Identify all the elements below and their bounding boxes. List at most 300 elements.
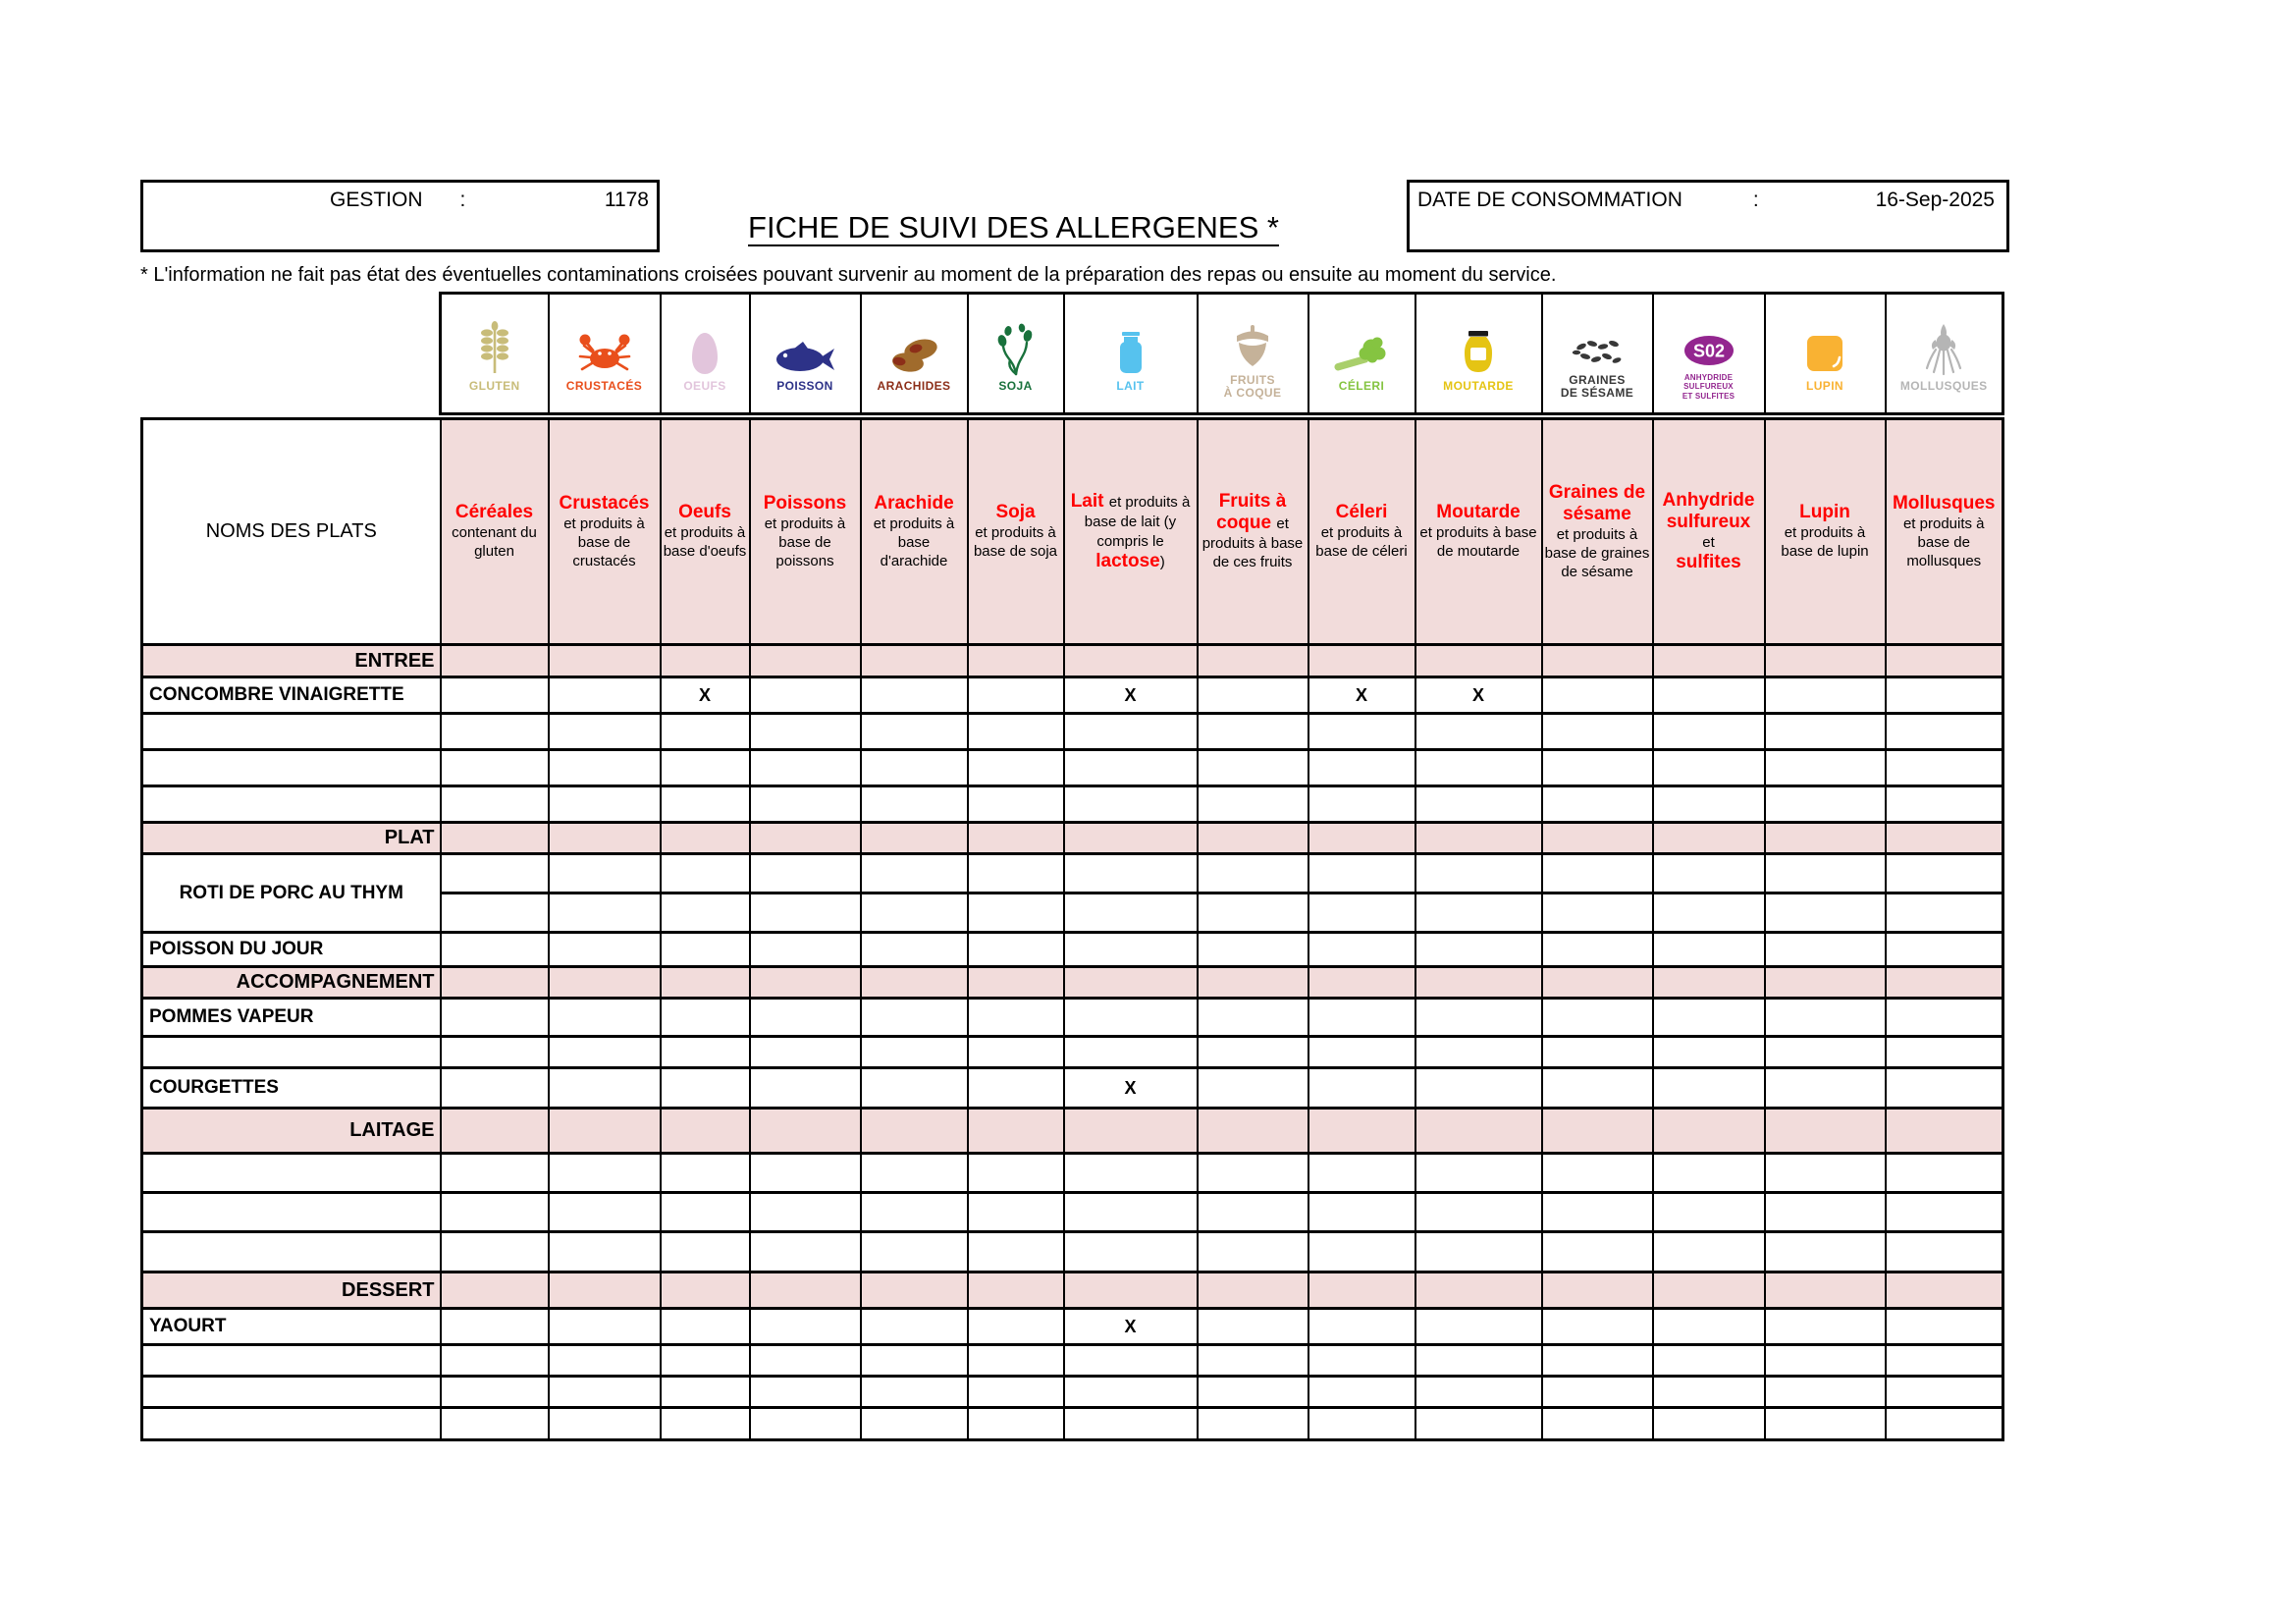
allergen-icon-cell-celeri — [1308, 294, 1415, 414]
allergen-cell-mollusques — [1886, 1037, 2003, 1068]
allergen-cell-oeufs — [661, 1193, 750, 1232]
allergen-cell-crustaces — [549, 933, 661, 967]
allergen-cell-poissons — [750, 893, 861, 933]
allergen-cell-sulfites — [1653, 933, 1765, 967]
allergen-cell-lait — [1064, 714, 1198, 750]
allergen-cell-sesame — [1542, 999, 1653, 1037]
allergen-cell-sulfites — [1653, 1272, 1765, 1309]
allergen-icon-caption-lait: LAIT — [1116, 379, 1145, 394]
allergen-cell-celeri — [1308, 1272, 1415, 1309]
allergen-cell-fruits_a_coque — [1198, 1193, 1308, 1232]
allergen-cell-lupin — [1765, 1193, 1886, 1232]
allergen-cell-lait — [1064, 854, 1198, 893]
allergen-cell-fruits_a_coque — [1198, 893, 1308, 933]
dish-row — [142, 854, 2003, 893]
allergen-cell-oeufs — [661, 1154, 750, 1193]
allergen-cell-soja — [968, 1154, 1064, 1193]
allergen-cell-crustaces — [549, 1345, 661, 1377]
allergen-cell-gluten — [441, 893, 549, 933]
dish-name-cell-empty — [142, 1232, 441, 1272]
allergen-cell-sesame — [1542, 854, 1653, 893]
allergen-cell-arachide — [861, 750, 968, 786]
allergen-cell-oeufs — [661, 823, 750, 854]
allergen-cell-fruits_a_coque — [1198, 677, 1308, 714]
allergen-cell-sulfites — [1653, 1193, 1765, 1232]
allergen-cell-gluten — [441, 714, 549, 750]
allergen-desc-poissons — [750, 419, 861, 645]
allergen-name-text: Crustacés — [559, 492, 650, 514]
allergen-cell-soja — [968, 999, 1064, 1037]
allergen-cell-crustaces — [549, 677, 661, 714]
allergen-cell-moutarde — [1415, 1377, 1542, 1408]
allergen-name-text: Moutarde — [1436, 502, 1521, 523]
allergen-cell-fruits_a_coque — [1198, 1037, 1308, 1068]
allergen-cell-arachide — [861, 1272, 968, 1309]
allergen-mark-lait: X — [1064, 1068, 1198, 1109]
dish-name-cell-empty — [142, 714, 441, 750]
empty-row — [142, 1408, 2003, 1440]
allergen-cell-crustaces — [549, 1109, 661, 1154]
allergen-cell-poissons — [750, 823, 861, 854]
allergen-cell-sesame — [1542, 1068, 1653, 1109]
allergen-cell-crustaces — [549, 893, 661, 933]
dish-name-cell-empty — [142, 1345, 441, 1377]
allergen-cell-celeri — [1308, 1232, 1415, 1272]
allergen-cell-celeri — [1308, 893, 1415, 933]
allergen-cell-moutarde — [1415, 1193, 1542, 1232]
allergen-cell-fruits_a_coque — [1198, 933, 1308, 967]
dish-names-header: NOMS DES PLATS — [142, 419, 441, 645]
allergen-cell-sulfites — [1653, 677, 1765, 714]
allergen-cell-sulfites — [1653, 1377, 1765, 1408]
allergen-desc-text: et produits à base d'oeufs — [663, 524, 747, 561]
allergen-icon-caption-celeri: CÉLERI — [1338, 379, 1385, 394]
allergen-cell-arachide — [861, 1377, 968, 1408]
allergen-cell-poissons — [750, 933, 861, 967]
allergen-cell-poissons — [750, 1154, 861, 1193]
allergen-cell-mollusques — [1886, 933, 2003, 967]
allergen-name-text: Poissons — [763, 492, 847, 514]
allergen-cell-arachide — [861, 1109, 968, 1154]
allergen-icon-caption-crustaces: CRUSTACÉS — [565, 379, 643, 394]
allergen-cell-soja — [968, 786, 1064, 823]
allergen-cell-soja — [968, 645, 1064, 677]
allergen-cell-soja — [968, 893, 1064, 933]
allergen-cell-sulfites — [1653, 1232, 1765, 1272]
allergen-cell-oeufs — [661, 1109, 750, 1154]
allergen-cell-crustaces — [549, 1377, 661, 1408]
allergen-icon-cell-arachide — [861, 294, 968, 414]
section-row — [142, 967, 2003, 999]
allergen-icon-cell-mollusques — [1886, 294, 2003, 414]
lait-icon — [1065, 313, 1197, 376]
allergen-cell-sesame — [1542, 714, 1653, 750]
allergen-cell-crustaces — [549, 1068, 661, 1109]
allergen-cell-celeri — [1308, 999, 1415, 1037]
allergen-cell-crustaces — [549, 1193, 661, 1232]
allergen-cell-sesame — [1542, 933, 1653, 967]
allergen-cell-mollusques — [1886, 1272, 2003, 1309]
dish-name-cell: ROTI DE PORC AU THYM — [142, 854, 441, 933]
allergen-cell-arachide — [861, 999, 968, 1037]
allergen-cell-arachide — [861, 714, 968, 750]
allergen-cell-lait — [1064, 1408, 1198, 1440]
allergen-cell-lupin — [1765, 999, 1886, 1037]
empty-row — [142, 1037, 2003, 1068]
allergen-cell-celeri — [1308, 1109, 1415, 1154]
allergen-cell-soja — [968, 933, 1064, 967]
allergen-cell-oeufs — [661, 967, 750, 999]
allergen-icon-cell-lupin — [1765, 294, 1886, 414]
allergen-cell-sesame — [1542, 1154, 1653, 1193]
allergen-icon-cell-moutarde — [1415, 294, 1542, 414]
allergen-cell-lupin — [1765, 786, 1886, 823]
allergen-cell-celeri — [1308, 1193, 1415, 1232]
dish-name-cell: YAOURT — [142, 1309, 441, 1345]
allergen-cell-crustaces — [549, 999, 661, 1037]
allergen-desc-arachide — [861, 419, 968, 645]
allergen-cell-lupin — [1765, 1345, 1886, 1377]
allergen-name-text: Fruits à coque — [1216, 491, 1287, 534]
allergen-cell-mollusques — [1886, 823, 2003, 854]
allergen-cell-oeufs — [661, 1408, 750, 1440]
allergen-desc-text: et produits à base d'arachide — [873, 514, 955, 570]
allergen-cell-poissons — [750, 1109, 861, 1154]
allergen-name-text: Mollusques — [1892, 492, 1996, 514]
allergen-mark-oeufs: X — [661, 677, 750, 714]
allergen-descriptions-row — [142, 419, 2003, 645]
dish-name-cell: COURGETTES — [142, 1068, 441, 1109]
allergen-desc-sulfites — [1653, 419, 1765, 645]
section-row — [142, 1272, 2003, 1309]
allergen-cell-lupin — [1765, 1068, 1886, 1109]
empty-row — [142, 714, 2003, 750]
allergen-cell-sulfites — [1653, 823, 1765, 854]
allergen-cell-mollusques — [1886, 854, 2003, 893]
allergen-mark-lait: X — [1064, 1309, 1198, 1345]
allergen-cell-lupin — [1765, 933, 1886, 967]
empty-row — [142, 786, 2003, 823]
allergen-desc-text: et — [1702, 533, 1715, 551]
allergen-cell-oeufs — [661, 750, 750, 786]
allergen-cell-mollusques — [1886, 1154, 2003, 1193]
allergen-cell-fruits_a_coque — [1198, 1345, 1308, 1377]
allergen-cell-gluten — [441, 999, 549, 1037]
allergen-icon-cell-soja — [968, 294, 1064, 414]
mollusques-icon — [1887, 313, 2002, 376]
allergen-cell-oeufs — [661, 786, 750, 823]
allergen-desc-moutarde — [1415, 419, 1542, 645]
allergen-cell-celeri — [1308, 1037, 1415, 1068]
gestion-label: GESTION — [330, 189, 423, 211]
allergen-cell-gluten — [441, 786, 549, 823]
allergen-cell-poissons — [750, 967, 861, 999]
allergen-cell-fruits_a_coque — [1198, 967, 1308, 999]
allergen-cell-crustaces — [549, 854, 661, 893]
allergen-icon-caption-sulfites: ANHYDRIDE SULFUREUX ET SULFITES — [1682, 373, 1735, 401]
allergen-icon-caption-moutarde: MOUTARDE — [1443, 379, 1514, 394]
celeri-icon — [1309, 313, 1415, 376]
allergen-cell-crustaces — [549, 1408, 661, 1440]
allergen-cell-fruits_a_coque — [1198, 823, 1308, 854]
allergen-name-text: Arachide — [874, 492, 954, 514]
allergen-cell-arachide — [861, 1309, 968, 1345]
allergen-cell-lupin — [1765, 1272, 1886, 1309]
allergen-cell-lupin — [1765, 1377, 1886, 1408]
empty-row — [142, 1232, 2003, 1272]
allergen-cell-soja — [968, 1309, 1064, 1345]
allergen-cell-lupin — [1765, 1154, 1886, 1193]
allergen-table — [140, 417, 2004, 1441]
allergen-cell-arachide — [861, 1232, 968, 1272]
allergen-cell-gluten — [441, 823, 549, 854]
allergen-cell-lait — [1064, 999, 1198, 1037]
allergen-desc-text: et produits à base de poissons — [764, 514, 846, 570]
allergen-cell-lait — [1064, 967, 1198, 999]
allergen-icon-cell-lait — [1064, 294, 1198, 414]
allergen-cell-poissons — [750, 1345, 861, 1377]
allergen-cell-soja — [968, 1408, 1064, 1440]
allergen-cell-sesame — [1542, 1309, 1653, 1345]
allergen-cell-sesame — [1542, 1408, 1653, 1440]
allergen-cell-sesame — [1542, 677, 1653, 714]
allergen-cell-fruits_a_coque — [1198, 1272, 1308, 1309]
allergen-icon-cell-poissons — [750, 294, 861, 414]
allergen-cell-fruits_a_coque — [1198, 854, 1308, 893]
allergen-cell-moutarde — [1415, 1037, 1542, 1068]
allergen-cell-poissons — [750, 1309, 861, 1345]
allergen-cell-poissons — [750, 1068, 861, 1109]
allergen-cell-oeufs — [661, 854, 750, 893]
allergen-cell-oeufs — [661, 893, 750, 933]
allergen-cell-gluten — [441, 854, 549, 893]
allergen-cell-moutarde — [1415, 1109, 1542, 1154]
allergen-cell-gluten — [441, 1193, 549, 1232]
allergen-cell-sulfites — [1653, 1109, 1765, 1154]
allergen-icon-caption-oeufs: OEUFS — [683, 379, 726, 394]
allergen-cell-poissons — [750, 1408, 861, 1440]
allergen-cell-sesame — [1542, 893, 1653, 933]
allergen-icons-row — [441, 294, 2003, 414]
allergen-cell-lupin — [1765, 854, 1886, 893]
allergen-cell-celeri — [1308, 714, 1415, 750]
allergen-cell-gluten — [441, 1377, 549, 1408]
allergen-cell-mollusques — [1886, 786, 2003, 823]
allergen-cell-lait — [1064, 1193, 1198, 1232]
allergen-cell-mollusques — [1886, 1193, 2003, 1232]
allergen-cell-sesame — [1542, 786, 1653, 823]
allergen-cell-lait — [1064, 823, 1198, 854]
allergen-cell-lupin — [1765, 967, 1886, 999]
allergen-cell-fruits_a_coque — [1198, 1377, 1308, 1408]
allergen-name-text: Céréales — [454, 502, 534, 523]
allergen-cell-lupin — [1765, 1037, 1886, 1068]
poissons-icon — [751, 313, 860, 376]
allergen-cell-lupin — [1765, 677, 1886, 714]
allergen-cell-poissons — [750, 999, 861, 1037]
allergen-desc-text: et produits à base de soja — [973, 524, 1058, 561]
allergen-cell-oeufs — [661, 1345, 750, 1377]
allergen-cell-celeri — [1308, 933, 1415, 967]
allergen-cell-gluten — [441, 645, 549, 677]
allergen-cell-gluten — [441, 933, 549, 967]
allergen-cell-arachide — [861, 1345, 968, 1377]
allergen-cell-mollusques — [1886, 1309, 2003, 1345]
allergen-cell-soja — [968, 1068, 1064, 1109]
sesame-icon — [1543, 307, 1652, 370]
allergen-cell-celeri — [1308, 750, 1415, 786]
allergen-icon-caption-sesame: GRAINES DE SÉSAME — [1560, 372, 1634, 400]
allergen-mark-moutarde: X — [1415, 677, 1542, 714]
allergen-cell-mollusques — [1886, 1068, 2003, 1109]
allergen-cell-gluten — [441, 1068, 549, 1109]
allergen-cell-gluten — [441, 1154, 549, 1193]
allergen-cell-celeri — [1308, 786, 1415, 823]
section-label-laitage: LAITAGE — [142, 1109, 441, 1154]
allergen-icons-header — [439, 292, 2004, 415]
allergen-desc-fruits_a_coque — [1198, 419, 1308, 645]
allergen-icon-caption-gluten: GLUTEN — [468, 379, 520, 394]
allergen-cell-oeufs — [661, 1068, 750, 1109]
allergen-cell-sesame — [1542, 1037, 1653, 1068]
allergen-desc-lupin — [1765, 419, 1886, 645]
allergen-cell-oeufs — [661, 1037, 750, 1068]
allergen-cell-celeri — [1308, 1068, 1415, 1109]
allergen-cell-poissons — [750, 854, 861, 893]
dish-name-cell: POMMES VAPEUR — [142, 999, 441, 1037]
allergen-cell-moutarde — [1415, 999, 1542, 1037]
allergen-cell-crustaces — [549, 823, 661, 854]
gluten-icon — [442, 313, 548, 376]
allergen-name-text: Lupin — [1799, 502, 1850, 523]
allergen-cell-fruits_a_coque — [1198, 1154, 1308, 1193]
disclaimer-text: * L'information ne fait pas état des éventuelles contaminations croisées pouvant survenir au moment de la préparation des repas ou ensuite au moment du service. — [140, 264, 1557, 286]
allergen-cell-mollusques — [1886, 1377, 2003, 1408]
allergen-cell-gluten — [441, 1037, 549, 1068]
allergen-desc-celeri — [1308, 419, 1415, 645]
allergen-cell-fruits_a_coque — [1198, 645, 1308, 677]
allergen-cell-celeri — [1308, 645, 1415, 677]
allergen-cell-moutarde — [1415, 1068, 1542, 1109]
allergen-cell-poissons — [750, 786, 861, 823]
allergen-cell-soja — [968, 967, 1064, 999]
allergen-cell-gluten — [441, 1345, 549, 1377]
allergen-desc-text: et produits à base de moutarde — [1419, 524, 1537, 561]
dish-name-cell: CONCOMBRE VINAIGRETTE — [142, 677, 441, 714]
allergen-cell-sulfites — [1653, 786, 1765, 823]
dish-name-cell-empty — [142, 1408, 441, 1440]
section-label-plat: PLAT — [142, 823, 441, 854]
allergen-name-text: Soja — [995, 502, 1036, 523]
empty-row — [142, 1345, 2003, 1377]
date-consommation-colon: : — [1752, 189, 1759, 211]
allergen-cell-celeri — [1308, 1154, 1415, 1193]
allergen-cell-lait — [1064, 1232, 1198, 1272]
allergen-cell-gluten — [441, 1109, 549, 1154]
allergen-icon-cell-gluten — [441, 294, 549, 414]
allergen-icon-cell-sulfites — [1653, 294, 1765, 414]
allergen-name-text: Anhydride sulfureux — [1662, 490, 1755, 532]
allergen-cell-gluten — [441, 967, 549, 999]
allergen-cell-crustaces — [549, 750, 661, 786]
allergen-cell-poissons — [750, 1272, 861, 1309]
allergen-cell-poissons — [750, 1232, 861, 1272]
allergen-cell-celeri — [1308, 1408, 1415, 1440]
allergen-icon-caption-arachide: ARACHIDES — [877, 379, 951, 394]
allergen-cell-arachide — [861, 933, 968, 967]
allergen-cell-sulfites — [1653, 750, 1765, 786]
allergen-cell-moutarde — [1415, 1272, 1542, 1309]
allergen-cell-crustaces — [549, 1232, 661, 1272]
allergen-cell-lupin — [1765, 893, 1886, 933]
allergen-cell-gluten — [441, 677, 549, 714]
allergen-cell-mollusques — [1886, 967, 2003, 999]
allergen-cell-soja — [968, 677, 1064, 714]
section-label-entree: ENTREE — [142, 645, 441, 677]
allergen-desc-sesame — [1542, 419, 1653, 645]
allergen-cell-soja — [968, 1272, 1064, 1309]
allergen-cell-moutarde — [1415, 645, 1542, 677]
empty-row — [142, 750, 2003, 786]
allergen-cell-moutarde — [1415, 967, 1542, 999]
date-consommation-label: DATE DE CONSOMMATION — [1417, 189, 1682, 211]
allergen-cell-sesame — [1542, 1272, 1653, 1309]
allergen-mark-lait: X — [1064, 677, 1198, 714]
dish-name-cell-empty — [142, 1193, 441, 1232]
allergen-cell-sesame — [1542, 1345, 1653, 1377]
allergen-cell-moutarde — [1415, 1154, 1542, 1193]
allergen-cell-fruits_a_coque — [1198, 1309, 1308, 1345]
allergen-desc-text: et produits à base de mollusques — [1902, 514, 1985, 570]
allergen-cell-celeri — [1308, 1345, 1415, 1377]
allergen-cell-fruits_a_coque — [1198, 1109, 1308, 1154]
svg-text:S02: S02 — [1692, 341, 1725, 361]
allergen-cell-lupin — [1765, 750, 1886, 786]
oeufs-icon — [662, 313, 749, 376]
page-title: FICHE DE SUIVI DES ALLERGENES * — [748, 210, 1279, 244]
allergen-cell-moutarde — [1415, 823, 1542, 854]
allergen-cell-sesame — [1542, 823, 1653, 854]
allergen-cell-moutarde — [1415, 933, 1542, 967]
allergen-icon-caption-lupin: LUPIN — [1806, 379, 1843, 394]
dish-name-cell-empty — [142, 1377, 441, 1408]
allergen-icon-caption-fruits_a_coque: FRUITS À COQUE — [1223, 372, 1282, 400]
allergen-cell-soja — [968, 1193, 1064, 1232]
allergen-desc-text: et produits à base de ces fruits — [1201, 515, 1304, 571]
dish-row — [142, 1309, 2003, 1345]
allergen-cell-sesame — [1542, 967, 1653, 999]
allergen-cell-lait — [1064, 1109, 1198, 1154]
allergen-cell-soja — [968, 750, 1064, 786]
allergen-cell-lait — [1064, 1345, 1198, 1377]
allergen-cell-sulfites — [1653, 1408, 1765, 1440]
allergen-cell-soja — [968, 823, 1064, 854]
allergen-cell-arachide — [861, 786, 968, 823]
allergen-cell-celeri — [1308, 967, 1415, 999]
allergen-cell-moutarde — [1415, 786, 1542, 823]
allergen-cell-fruits_a_coque — [1198, 999, 1308, 1037]
allergen-cell-lait — [1064, 933, 1198, 967]
empty-row — [142, 1377, 2003, 1408]
soja-icon — [969, 313, 1063, 376]
allergen-cell-arachide — [861, 677, 968, 714]
allergen-cell-moutarde — [1415, 893, 1542, 933]
allergen-cell-lupin — [1765, 1109, 1886, 1154]
section-row — [142, 1109, 2003, 1154]
allergen-name-text: lactose — [1095, 550, 1160, 571]
allergen-cell-gluten — [441, 750, 549, 786]
allergen-cell-oeufs — [661, 714, 750, 750]
